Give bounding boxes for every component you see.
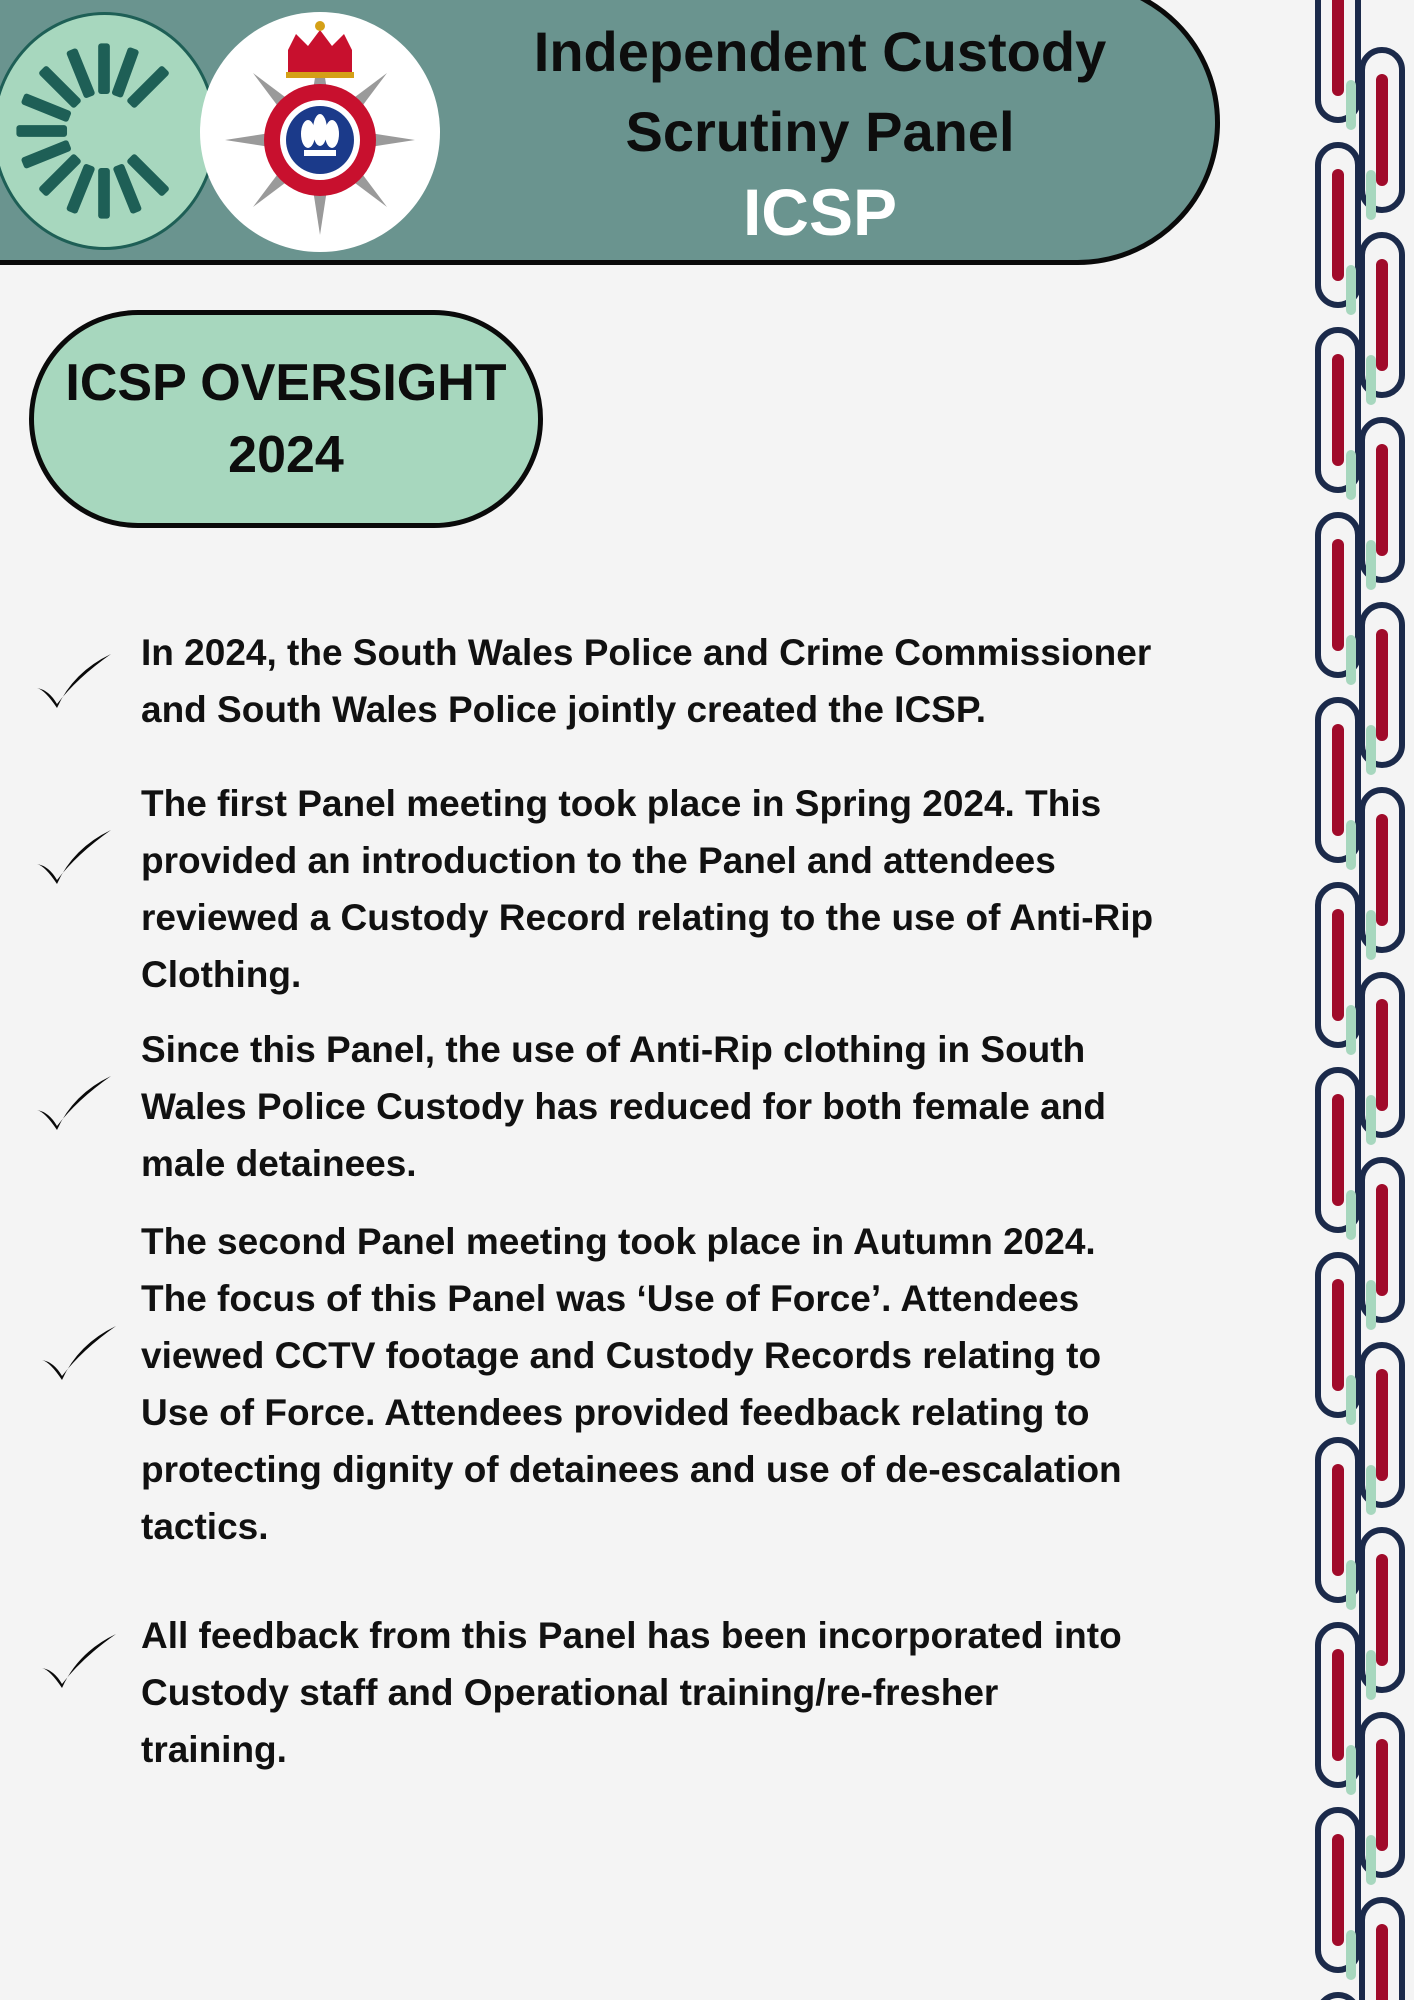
chain-decoration (1300, 0, 1414, 2000)
bullet-2-line: provided an introduction to the Panel and attendees (141, 840, 1056, 881)
chain-accent (1366, 170, 1376, 220)
chain-accent (1366, 1095, 1376, 1145)
bullet-5-line: All feedback from this Panel has been incorporated into (141, 1615, 1122, 1656)
chain-bar (1376, 1369, 1388, 1481)
icsp-logo-icon (0, 12, 217, 250)
chain-accent (1346, 820, 1356, 870)
header-title-line-1: Independent Custody (533, 20, 1107, 83)
header-title-acronym: ICSP (742, 175, 898, 249)
chain-bar (1332, 1464, 1344, 1576)
chain-accent (1346, 1560, 1356, 1610)
bullet-3-line: Wales Police Custody has reduced for both female and (141, 1086, 1106, 1127)
bullet-4-text (141, 1213, 1221, 1555)
bullet-4-line: The second Panel meeting took place in Autumn 2024. (141, 1221, 1096, 1262)
chain-bar (1376, 1739, 1388, 1851)
chain-bar (1376, 74, 1388, 186)
chain-bar (1332, 539, 1344, 651)
oversight-heading-line-2: 2024 (228, 426, 344, 484)
chain-accent (1366, 1465, 1376, 1515)
chain-accent (1346, 1745, 1356, 1795)
chain-bar (1376, 1184, 1388, 1296)
police-crest-icon (200, 12, 440, 252)
bullet-5-line: Custody staff and Operational training/re-fresher (141, 1672, 999, 1713)
chain-bar (1332, 1649, 1344, 1761)
chain-bar (1332, 724, 1344, 836)
chain-bar (1332, 909, 1344, 1021)
bullet-4-line: tactics. (141, 1506, 269, 1547)
bullet-1-line: In 2024, the South Wales Police and Crime Commissioner (141, 632, 1152, 673)
chain-bar (1376, 999, 1388, 1111)
chain-accent (1366, 1650, 1376, 1700)
chain-link (1318, 1995, 1358, 2000)
chain-links-icon (1300, 0, 1414, 2000)
chain-accent (1346, 635, 1356, 685)
chain-accent (1366, 1280, 1376, 1330)
bullet-4-line: Use of Force. Attendees provided feedback relating to (141, 1392, 1090, 1433)
chain-bar (1332, 169, 1344, 281)
bullet-3-line: Since this Panel, the use of Anti-Rip clothing in South (141, 1029, 1086, 1070)
oversight-heading-pill (29, 310, 543, 528)
chain-accent (1346, 1005, 1356, 1055)
checkmark-icon (33, 826, 113, 892)
chain-accent (1366, 355, 1376, 405)
bullet-4-line: The focus of this Panel was ‘Use of Force’. Attendees (141, 1278, 1080, 1319)
chain-accent (1346, 450, 1356, 500)
chain-accent (1366, 910, 1376, 960)
chain-accent (1346, 1190, 1356, 1240)
chain-accent (1346, 80, 1356, 130)
checkmark-icon (38, 1630, 118, 1696)
bullet-2-line: Clothing. (141, 954, 302, 995)
chain-bar (1376, 444, 1388, 556)
bullet-4-line: protecting dignity of detainees and use of de-escalation (141, 1449, 1122, 1490)
bullet-1-line: and South Wales Police jointly created the ICSP. (141, 689, 987, 730)
chain-accent (1366, 725, 1376, 775)
chain-bar (1376, 629, 1388, 741)
chain-bar (1376, 259, 1388, 371)
chain-bar (1376, 814, 1388, 926)
chain-bar (1332, 1279, 1344, 1391)
checkmark-icon (38, 1322, 118, 1388)
bullet-5-text (141, 1607, 1221, 1778)
bullet-3-line: male detainees. (141, 1143, 417, 1184)
bullet-2-text (141, 775, 1221, 1003)
checkmark-icon (33, 650, 113, 716)
chain-bar (1376, 1924, 1388, 2000)
chain-accent (1366, 1835, 1376, 1885)
bullet-2-line: The first Panel meeting took place in Spring 2024. This (141, 783, 1102, 824)
bullet-3-text (141, 1021, 1221, 1192)
chain-bar (1332, 354, 1344, 466)
chain-bar (1332, 1834, 1344, 1946)
oversight-heading-line-1: ICSP OVERSIGHT (65, 354, 507, 412)
chain-accent (1346, 1375, 1356, 1425)
chain-accent (1346, 1930, 1356, 1980)
bullet-1-text (141, 624, 1221, 738)
header-title-line-2: Scrutiny Panel (625, 100, 1015, 163)
bullet-2-line: reviewed a Custody Record relating to the use of Anti-Rip (141, 897, 1154, 938)
chain-bar (1376, 1554, 1388, 1666)
chain-bar (1332, 1094, 1344, 1206)
chain-accent (1366, 540, 1376, 590)
chain-accent (1346, 265, 1356, 315)
bullet-4-line: viewed CCTV footage and Custody Records relating to (141, 1335, 1102, 1376)
bullet-5-line: training. (141, 1729, 287, 1770)
checkmark-icon (33, 1072, 113, 1138)
chain-bar (1332, 0, 1344, 96)
